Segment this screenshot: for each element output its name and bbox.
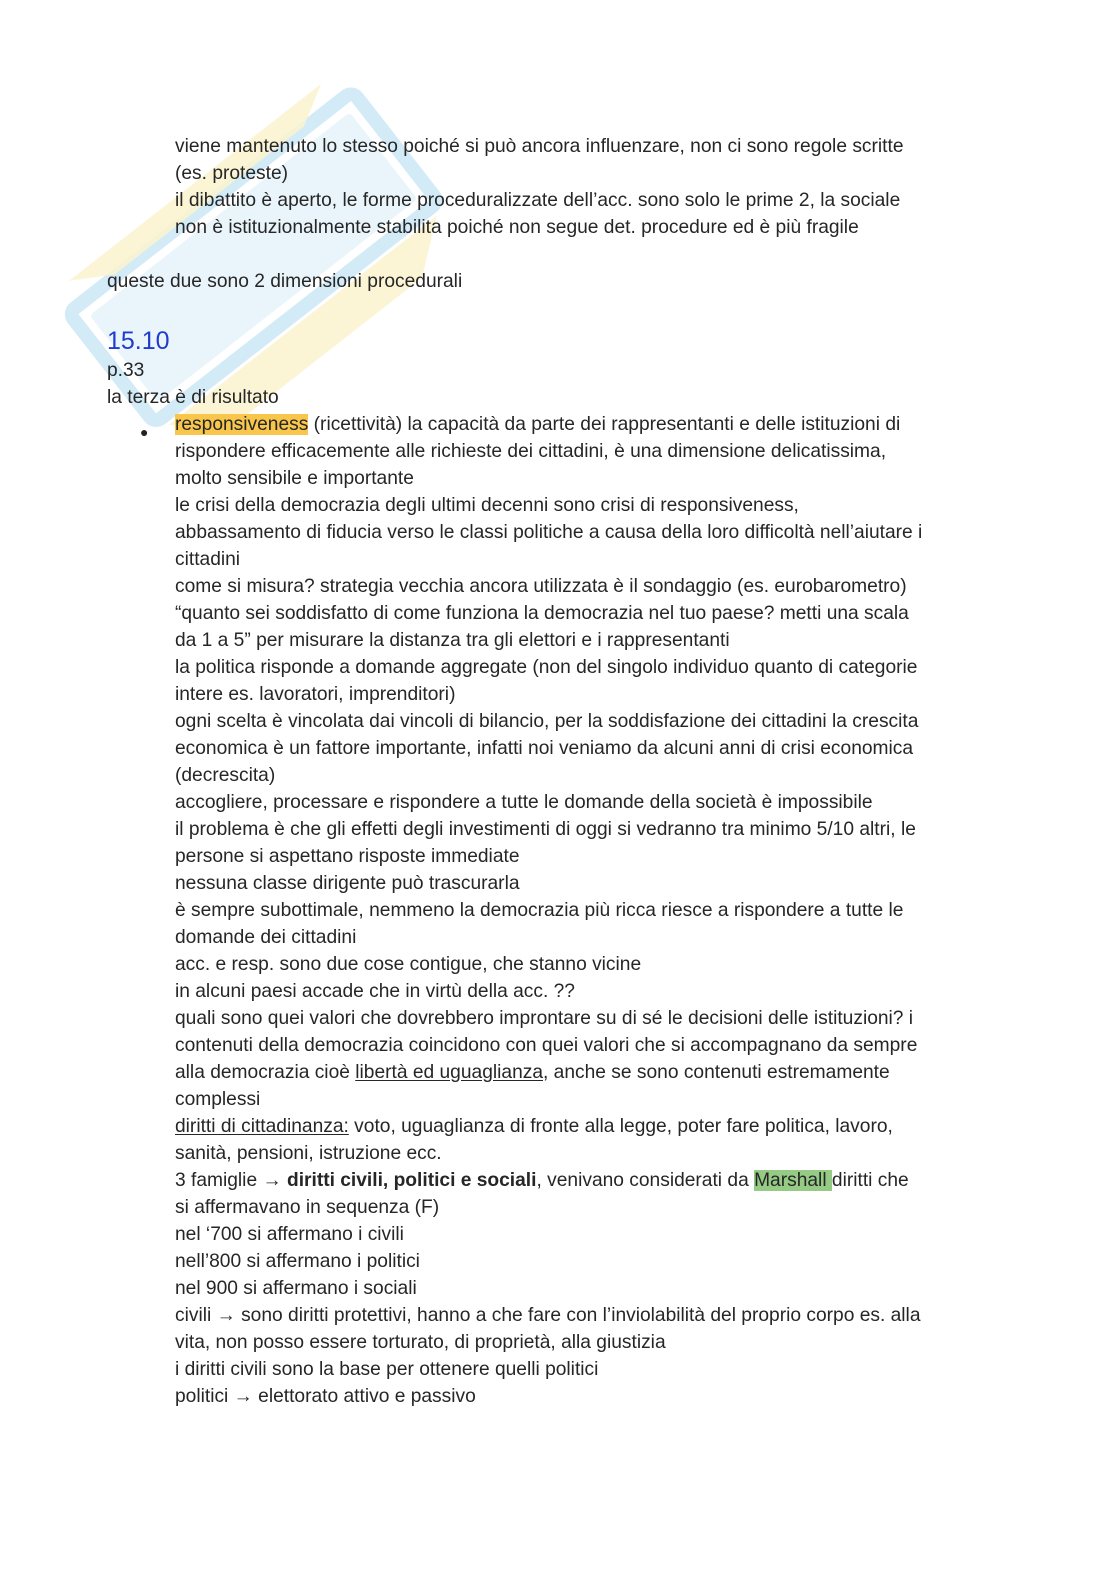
- text-line: (decrescita): [175, 765, 276, 786]
- text-line: da 1 a 5” per misurare la distanza tra gli elettori e i rappresentanti: [175, 630, 730, 651]
- underlined-phrase: diritti di cittadinanza:: [175, 1116, 349, 1137]
- highlighted-name: Marshall: [754, 1170, 832, 1191]
- text-line: le crisi della democrazia degli ultimi decenni sono crisi di responsiveness,: [175, 495, 799, 516]
- text-line: civili → sono diritti protettivi, hanno a che fare con l’inviolabilità del proprio corpo es. alla: [175, 1305, 921, 1326]
- text-line: complessi: [175, 1089, 261, 1110]
- text-line: nell’800 si affermano i politici: [175, 1251, 420, 1272]
- text-line: nel ‘700 si affermano i civili: [175, 1224, 404, 1245]
- text-line: economica è un fattore importante, infatti noi veniamo da alcuni anni di crisi economica: [175, 738, 914, 759]
- text-span: 3 famiglie →: [175, 1170, 287, 1191]
- text-line: vita, non posso essere torturato, di proprietà, alla giustizia: [175, 1332, 666, 1353]
- highlighted-term: responsiveness: [175, 414, 309, 435]
- text-span: , anche se sono contenuti estremamente: [543, 1062, 890, 1083]
- bullet-marker: ●: [140, 424, 149, 440]
- text-line: non è istituzionalmente stabilita poiché non segue det. procedure ed è più fragile: [175, 217, 859, 238]
- text-line: molto sensibile e importante: [175, 468, 414, 489]
- text-span: diritti che: [831, 1170, 909, 1191]
- text-line: nessuna classe dirigente può trascurarla: [175, 873, 520, 894]
- text-line: la politica risponde a domande aggregate (non del singolo individuo quanto di categorie: [175, 657, 918, 678]
- text-line: (es. proteste): [175, 163, 289, 184]
- text-line: è sempre subottimale, nemmeno la democrazia più ricca riesce a rispondere a tutte le: [175, 900, 904, 921]
- summary-line: queste due sono 2 dimensioni procedurali: [107, 271, 463, 292]
- page-reference: p.33: [107, 360, 145, 381]
- text-line: il dibattito è aperto, le forme proceduralizzate dell’acc. sono solo le prime 2, la sociale: [175, 190, 901, 211]
- text-line: nel 900 si affermano i sociali: [175, 1278, 417, 1299]
- text-line: persone si aspettano risposte immediate: [175, 846, 520, 867]
- text-line: il problema è che gli effetti degli investimenti di oggi si vedranno tra minimo 5/10 altri, le: [175, 819, 916, 840]
- text-span: , venivano considerati da: [536, 1170, 755, 1191]
- underlined-phrase: libertà ed uguaglianza: [355, 1062, 544, 1083]
- text-line: in alcuni paesi accade che in virtù della acc. ??: [175, 981, 575, 1002]
- text-line: rispondere efficacemente alle richieste dei cittadini, è una dimensione delicatissima,: [175, 441, 887, 462]
- date-heading: 15.10: [107, 327, 170, 355]
- text-line: quali sono quei valori che dovrebbero improntare su di sé le decisioni delle istituzioni? i: [175, 1008, 914, 1029]
- text-line: contenuti della democrazia coincidono con quei valori che si accompagnano da sempre: [175, 1035, 918, 1056]
- text-line: i diritti civili sono la base per ottenere quelli politici: [175, 1359, 599, 1380]
- text-line: [175, 1059, 890, 1086]
- text-line: viene mantenuto lo stesso poiché si può ancora influenzare, non ci sono regole scritte: [175, 136, 904, 157]
- text-line: sanità, pensioni, istruzione ecc.: [175, 1143, 442, 1164]
- text-span: (ricettività) la capacità da parte dei rappresentanti e delle istituzioni di: [308, 414, 901, 435]
- intro-line: la terza è di risultato: [107, 387, 279, 408]
- text-line: politici → elettorato attivo e passivo: [175, 1386, 476, 1407]
- text-line: abbassamento di fiducia verso le classi politiche a causa della loro difficoltà nell’aiutare i: [175, 522, 923, 543]
- text-line: accogliere, processare e rispondere a tutte le domande della società è impossibile: [175, 792, 873, 813]
- text-line: cittadini: [175, 549, 241, 570]
- text-line: intere es. lavoratori, imprenditori): [175, 684, 456, 705]
- text-line: come si misura? strategia vecchia ancora utilizzata è il sondaggio (es. eurobarometro): [175, 576, 907, 597]
- text-line: [175, 1113, 893, 1140]
- text-span: voto, uguaglianza di fronte alla legge, poter fare politica, lavoro,: [348, 1116, 893, 1137]
- text-line: si affermavano in sequenza (F): [175, 1197, 440, 1218]
- text-line: domande dei cittadini: [175, 927, 357, 948]
- text-line: [175, 1167, 909, 1194]
- bold-phrase: diritti civili, politici e sociali: [286, 1170, 537, 1191]
- text-span: alla democrazia cioè: [175, 1062, 356, 1083]
- text-line: [175, 411, 900, 438]
- text-line: acc. e resp. sono due cose contigue, che stanno vicine: [175, 954, 642, 975]
- text-line: ogni scelta è vincolata dai vincoli di bilancio, per la soddisfazione dei cittadini la crescita: [175, 711, 919, 732]
- text-line: “quanto sei soddisfatto di come funziona la democrazia nel tuo paese? metti una scala: [175, 603, 909, 624]
